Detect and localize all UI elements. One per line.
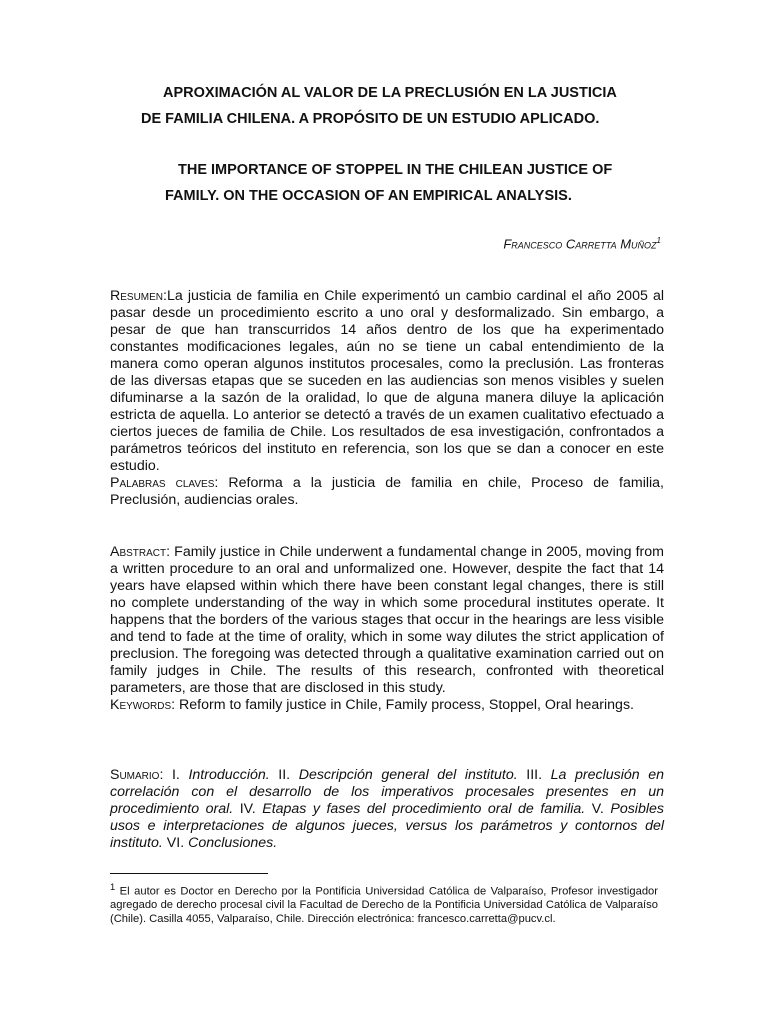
sumario-item-6: Conclusiones. — [188, 835, 278, 851]
footnote-mark: 1 — [110, 882, 116, 892]
sumario-item-4: Etapas y fases del procedimiento oral de familia. — [262, 801, 586, 817]
sumario-num-3: III. — [517, 767, 551, 783]
sumario-item-3: La preclusión en correlación con el desarrollo de los imperativos procesales presentes en un procedimiento oral. — [110, 767, 665, 817]
abstract-text: : Family justice in Chile underwent a fundamental change in 2005, moving from a written procedure to an oral and unformalized one. However, despite the fact that 14 years have elapsed within which there have been constant legal changes, there is still no complete understanding of the way in which some procedural institutes operate. It happens that the borders of the various stages that occur in the hearings are less visible and tend to fade at the time of orality, which in some way dilutes the strict application of preclusion. The foregoing was detected through a qualitative examination carried out on family judges in Chile. The results of this research, confronted with theoretical parameters, are those that are disclosed in this study. — [110, 544, 664, 696]
sumario-paragraph — [110, 767, 664, 852]
title-es-line1: APROXIMACIÓN AL VALOR DE LA PRECLUSIÓN EN LA JUSTICIA — [163, 85, 617, 101]
sumario-item-1: Introducción. — [188, 767, 270, 783]
title-en-line1: THE IMPORTANCE OF STOPPEL IN THE CHILEAN JUSTICE OF — [178, 162, 613, 178]
sumario-num-2: II. — [269, 767, 299, 783]
abstract-label: Abstract — [110, 544, 167, 560]
sumario-num-6: VI. — [162, 835, 189, 851]
sumario-label: Sumario — [110, 767, 160, 783]
resumen-text: La justicia de familia en Chile experimentó un cambio cardinal el año 2005 al pasar desde un procedimiento escrito a uno oral y desformalizado. Sin embargo, a pesar de que han transcurridos 14 años dentro de los que ha experimentado constantes modificaciones legales, aún no se tiene un cabal entendimiento de la manera como operan algunos institutos procesales, como la preclusión. Las fronteras de las diversas etapas que se suceden en las audiencias son menos visibles y suelen difuminarse a la sazón de la oralidad, lo que de alguna manera diluye la aplicación estricta de aquella. Lo anterior se detectó a través de un examen cualitativo efectuado a ciertos jueces de familia de Chile. Los resultados de esa investigación, confrontados a parámetros teóricos del instituto en referencia, son los que se dan a conocer en este estudio. — [110, 288, 664, 474]
palabras-text: : Reforma a la justicia de familia en chile, Proceso de familia, Preclusión, audiencias orales. — [110, 475, 664, 508]
author-name: Francesco Carretta Muñoz — [503, 236, 657, 252]
resumen-label: Resumen: — [110, 288, 167, 304]
title-en-line2: FAMILY. ON THE OCCASION OF AN EMPIRICAL ANALYSIS. — [165, 188, 572, 204]
sumario-num-4: IV. — [233, 801, 263, 817]
footnote — [110, 881, 658, 926]
keywords-text: : Reform to family justice in Chile, Family process, Stoppel, Oral hearings. — [171, 697, 634, 713]
footnote-text: El autor es Doctor en Derecho por la Pontificia Universidad Católica de Valparaíso, Profesor investigador agregado de derecho procesal civil la Facultad de Derecho de la Pontificia Universidad Católica de Valparaíso (Chile). Casilla 4055, Valparaíso, Chile. Dirección electrónica: francesco.carretta@pucv.cl. — [110, 885, 658, 925]
title-es-line2: DE FAMILIA CHILENA. A PROPÓSITO DE UN ESTUDIO APLICADO. — [141, 111, 600, 127]
sumario-item-2: Descripción general del instituto. — [298, 767, 518, 783]
footnote-separator — [110, 873, 268, 874]
keywords-label: Keywords — [110, 697, 172, 713]
sumario-num-1: : I. — [159, 767, 189, 783]
author — [503, 236, 661, 251]
author-note-mark: 1 — [656, 236, 661, 245]
palabras-label: Palabras claves — [110, 475, 215, 491]
abstract-paragraph — [110, 544, 664, 714]
resumen-paragraph — [110, 288, 664, 509]
sumario-num-5: V. — [585, 801, 611, 817]
sumario-item-5: Posibles usos e interpretaciones de algunos jueces, versus los parámetros y contornos del instituto. — [110, 801, 664, 851]
